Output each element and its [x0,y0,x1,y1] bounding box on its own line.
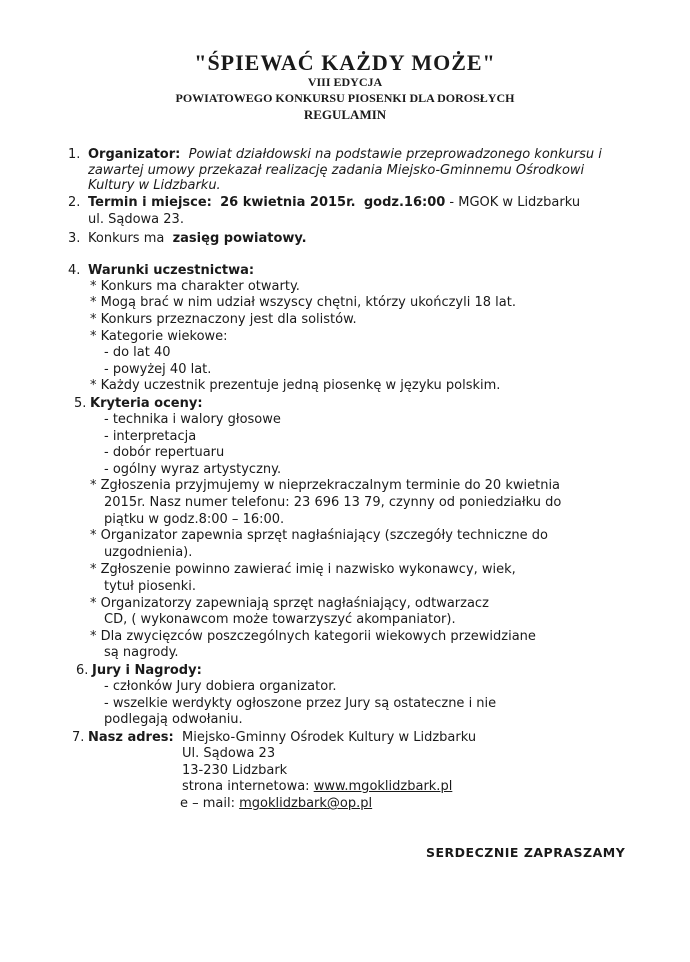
section-1-text-1: Powiat działdowski na podstawie przeprowadzonego konkursu i [188,147,602,162]
entry-content-line-2: tytuł piosenki. [104,579,197,594]
section-4-number: 4. [68,263,81,278]
section-3-number: 3. [68,231,81,246]
email-link[interactable]: mgoklidzbark@op.pl [239,796,373,811]
section-4-bullet-4: * Kategorie wiekowe: [90,329,228,344]
section-5-heading: Kryteria oceny: [90,396,203,411]
contest-scope: zasięg powiatowy. [172,231,307,246]
section-4-heading: Warunki uczestnictwa: [88,263,255,278]
closing-invitation: SERDECZNIE ZAPRASZAMY [426,845,626,860]
jury-line-1: - członków Jury dobiera organizator. [104,679,337,694]
email-line: e – mail: mgoklidzbark@op.pl [180,796,373,811]
entry-content-line-1: * Zgłoszenie powinno zawierać imię i nazwisko wykonawcy, wiek, [90,562,516,577]
edition-label: VIII EDYCJA [307,75,383,89]
section-5-number: 5. [74,396,87,411]
section-2-line-1 [88,195,580,211]
section-4-bullet-1: * Konkurs ma charakter otwarty. [90,279,300,294]
organizers-line-1: * Organizatorzy zapewniają sprzęt nagłaśniający, odtwarzacz [90,596,489,611]
jury-line-3: podlegają odwołaniu. [104,712,243,727]
age-category-1: - do lat 40 [104,345,171,360]
website-link[interactable]: www.mgoklidzbark.pl [313,779,453,794]
prizes-line-1: * Dla zwycięzców poszczególnych kategorii wiekowych przewidziane [90,629,536,644]
section-6-number: 6. [76,663,89,678]
section-3-line: Konkurs ma zasięg powiatowy. [88,231,307,246]
criterion-1: - technika i walory głosowe [104,412,281,427]
section-2-line-2: ul. Sądowa 23. [88,212,184,227]
regulamin-heading: REGULAMIN [303,107,387,122]
equipment-line-2: uzgodnienia). [104,545,193,560]
section-4-bullet-5: * Każdy uczestnik prezentuje jedną piosenkę w języku polskim. [90,378,501,393]
prizes-line-2: są nagrody. [104,645,179,660]
address-city: 13-230 Lidzbark [182,763,288,778]
contest-venue: - MGOK w Lidzbarku [445,195,581,210]
section-6-heading: Jury i Nagrody: [92,663,202,678]
address-line-1 [88,730,476,746]
application-line-3: piątku w godz.8:00 – 16:00. [104,512,285,527]
application-line-1: * Zgłoszenia przyjmujemy w nieprzekraczalnym terminie do 20 kwietnia [90,478,561,493]
section-1-line-1 [88,147,602,163]
application-line-2: 2015r. Nasz numer telefonu: 23 696 13 79, czynny od poniedziałku do [104,495,562,510]
section-7-number: 7. [72,730,85,745]
section-2-number: 2. [68,195,81,210]
contest-date: 26 kwietnia 2015r. [220,195,356,210]
website-line: strona internetowa: www.mgoklidzbark.pl [182,779,453,794]
section-2-heading: Termin i miejsce: [88,195,212,210]
contest-time: godz.16:00 [363,195,446,210]
document-title: "ŚPIEWAĆ KAŻDY MOŻE" [194,50,496,75]
equipment-line-1: * Organizator zapewnia sprzęt nagłaśniający (szczegóły techniczne do [90,528,548,543]
organizers-line-2: CD, ( wykonawcom może towarzyszyć akompaniator). [104,612,456,627]
document-subtitle: POWIATOWEGO KONKURSU PIOSENKI DLA DOROSŁYCH [175,91,515,105]
jury-line-2: - wszelkie werdykty ogłoszone przez Jury są ostateczne i nie [104,696,497,711]
section-1-number: 1. [68,147,81,162]
section-4-bullet-3: * Konkurs przeznaczony jest dla solistów. [90,312,357,327]
criterion-3: - dobór repertuaru [104,445,225,460]
criterion-4: - ogólny wyraz artystyczny. [104,462,282,477]
section-7-heading: Nasz adres: [88,730,174,745]
section-1-line-2: zawartej umowy przekazał realizację zadania Miejsko-Gminnemu Ośrodkowi [88,163,585,178]
institution-name: Miejsko-Gminny Ośrodek Kultury w Lidzbarku [182,730,477,745]
section-1-line-3: Kultury w Lidzbarku. [88,178,221,193]
age-category-2: - powyżej 40 lat. [104,362,212,377]
section-1-heading: Organizator: [88,147,181,162]
address-street: Ul. Sądowa 23 [182,746,276,761]
section-4-bullet-2: * Mogą brać w nim udział wszyscy chętni, którzy ukończyli 18 lat. [90,295,516,310]
criterion-2: - interpretacja [104,429,197,444]
